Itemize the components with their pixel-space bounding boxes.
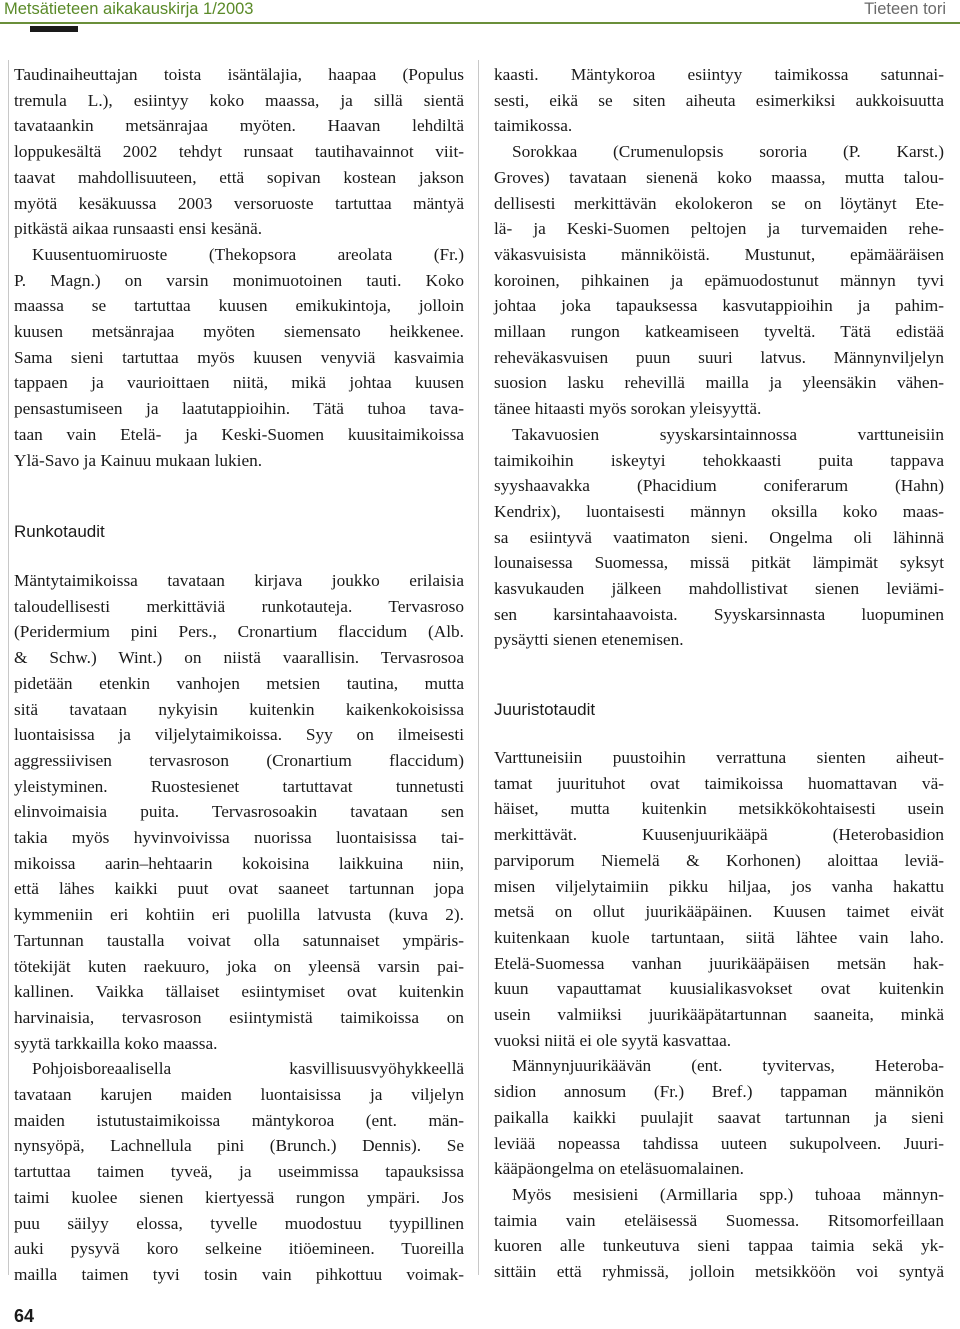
paragraph-line: taimikossa. (494, 116, 573, 136)
paragraph-line: pensastumiseen ja laatutappioihin. Tätä tuhoa tava- (14, 399, 464, 419)
paragraph-line: Ylä-Savo ja Kainuu mukaan lukien. (14, 450, 263, 470)
paragraph-line: usein valmiiksi juurikääpätartunnan saaneita, minkä (494, 1005, 944, 1025)
paragraph-line: Myös mesisieni (Armillaria spp.) tuhoaa männyn- (512, 1184, 944, 1204)
paragraph-line: tavataankin metsänrajaa myöten. Haavan lehdiltä (14, 116, 464, 136)
paragraph-line: aggressiivisen tervasroson (Cronartium flaccidum) (14, 750, 464, 770)
paragraph-line: Sama sieni tartuttaa myös kuusen venyviä kasvaimia (14, 347, 464, 367)
paragraph-line: harvinaisia, tervasroson esiintymistä taimikoissa on (14, 1007, 464, 1027)
paragraph-line: yleistyminen. Ruostesienet tartuttavat tunnetusti (14, 776, 464, 796)
paragraph-line: tremula L.), esiintyy koko maassa, ja sillä sientä (14, 90, 464, 110)
paragraph-line: auki pysyvä koro selkeine itiöemineen. Tuoreilla (14, 1239, 464, 1259)
paragraph-line: että lähes kaikki puut ovat saaneet tartunnan jopa (14, 879, 464, 899)
paragraph-line: kaasti. Mäntykoroa esiintyy taimikossa satunnai- (494, 65, 944, 84)
paragraph-line: sittäin että ryhmissä, jolloin metsikköön voi syntyä (494, 1262, 944, 1282)
paragraph-line: tappaen ja vaurioittaen niitä, mikä johtaa kuusen (14, 373, 464, 393)
paragraph-line: Mäntytaimikoissa tavataan kirjava joukko erilaisia (14, 571, 464, 590)
paragraph-line: pysäytti sienen etenemisen. (494, 630, 684, 650)
paragraph-line: parviporum Niemelä & Korhonen) aloittaa leviä- (494, 850, 944, 870)
journal-title: Metsätieteen aikakauskirja 1/2003 (4, 0, 254, 18)
paragraph-line: taan vain Etelä- ja Keski-Suomen kuusitaimikoissa (14, 424, 464, 444)
paragraph-line: häiset, mutta kuitenkin metsikkökohtaisesti usein (494, 799, 944, 819)
paragraph-line: Kendrix), luontaisesti männyn oksilla koko maas- (494, 501, 944, 521)
paragraph-line: dellisesti merkittävän ekolokeron se on löytänyt Ete- (494, 193, 944, 213)
paragraph-line: pidetään etenkin vanhojen metsien tautina, mutta (14, 673, 464, 693)
paragraph-line: lä- ja Keski-Suomen peltojen ja turvemaiden rehe- (494, 219, 944, 239)
paragraph-line: Varttuneisiin puustoihin verrattuna sienten aiheut- (494, 748, 944, 767)
paragraph-line: pitkästä aikaa runsaasti ensi kesänä. (14, 219, 263, 239)
paragraph-line: syytä tarkkailla koko maassa. (14, 1033, 218, 1053)
paragraph-line: puu säilyy elossa, tyvelle muodostuu tyypillinen (14, 1213, 464, 1233)
paragraph-line: myötä kesäkuussa 2003 versoruoste tartuttaa mäntyä (14, 193, 464, 213)
paragraph-line: kallinen. Vaikka tällaiset esiintymiset ovat kuitenkin (14, 982, 464, 1002)
paragraph-line: maiden istutustaimikoissa mäntykoroa (ent. män- (14, 1110, 464, 1130)
paragraph-line: Etelä-Suomessa vanhan juurikääpäisen metsän hak- (494, 953, 944, 973)
paragraph-line: luontaisissa ja viljelytaimikoissa. Syy on ilmeisesti (14, 725, 464, 745)
paragraph-line: Sorokkaa (Crumenulopsis sororia (P. Karst.) (512, 142, 944, 162)
left-column-bottom (14, 568, 464, 1288)
paragraph-line: tamat juurituhot ovat taimikoissa huomattavan vä- (494, 773, 944, 793)
paragraph-line: taimikoihin iskeytyi tehokkaasti puita tappava (494, 450, 944, 470)
paragraph-line: Taudinaiheuttajan toista isäntälajia, haapaa (Populus (14, 65, 464, 84)
paragraph-line: kasvukauden jälkeen mahdollistivat sienen leviämi- (494, 579, 944, 599)
paragraph-line: millaan rungon katkeamiseen tyveltä. Tätä edistää (494, 322, 944, 342)
paragraph-line: tavataan karujen maiden luontaisissa ja viljelyn (14, 1085, 464, 1105)
paragraph-line: syyshaavakka (Phacidium coniferarum (Hahn) (494, 476, 944, 496)
paragraph-line: (Peridermium pini Pers., Cronartium flaccidum (Alb. (14, 622, 464, 642)
paragraph-line: nynsyöpä, Lachnellula pini (Brunch.) Dennis). Se (14, 1136, 464, 1156)
paragraph-line: johtaa joka tapauksessa kasvutappioihin ja pahim- (494, 296, 944, 316)
page-number: 64 (14, 1306, 35, 1326)
paragraph-line: kymmeniin eri kohtiin eri puolilla latvusta (kuva 2). (14, 905, 464, 925)
paragraph-line: sa esiintyvä vaatimaton sieni. Ongelma oli lähinnä (494, 527, 944, 547)
paragraph-line: reheväkasvuisen puun suuri latvus. Männynviljelyn (494, 347, 944, 367)
paragraph-line: taimi kuolee sienen kiertyessä rungon ympäri. Jos (14, 1187, 464, 1207)
paragraph-line: tartuttaa taimen tyveä, ja useimmissa tapauksissa (14, 1162, 464, 1182)
paragraph-line: loppukesältä 2002 tehdyt runsaat tautihavainnot viit- (14, 142, 464, 162)
section-title: Tieteen tori (864, 0, 946, 18)
right-column-top (494, 62, 944, 653)
paragraph-line: kuitenkaan kuole tartuntaan, siitä lähtee vain laho. (494, 927, 944, 947)
paragraph-line: metsä on ollut juurikääpäinen. Kuusen taimet eivät (494, 902, 944, 922)
page-header (0, 0, 960, 24)
paragraph-line: Pohjoisboreaalisella kasvillisuusvyöhykkeellä (32, 1059, 464, 1079)
paragraph-line: sitä tavataan nykyisin kuitenkin kaikenkokoisissa (14, 699, 464, 719)
section-heading-juuristotaudit: Juuristotaudit (494, 700, 596, 719)
paragraph-line: suosion lasku rehevillä mailla ja yleensäkin vähen- (494, 373, 944, 393)
paragraph-line: mailla taimen tyvi tosin vain pihkottuu voimak- (14, 1264, 464, 1284)
paragraph-line: paikalla kaikki puulajit saavat tartunnan ja sieni (494, 1107, 944, 1127)
section-heading-runkotaudit: Runkotaudit (14, 522, 105, 541)
paragraph-line: taavat mahdollisuuteen, että sopivan kostean jakson (14, 167, 464, 187)
paragraph-line: elinvoimaisia puita. Tervasrosoakin tavataan sen (14, 802, 464, 822)
paragraph-line: taimia vain eteläisessä Suomessa. Ritsomorfeillaan (494, 1210, 944, 1230)
left-margin-rule (8, 60, 9, 1275)
left-column-top (14, 62, 464, 473)
paragraph-line: sesti, eikä se siten aiheuta esimerkiksi aukkoisuutta (494, 90, 944, 110)
right-column-bottom (494, 745, 944, 1285)
paragraph-line: kuusen metsänrajaa myöten siemensato heikkenee. (14, 322, 464, 342)
paragraph-line: leviää nopeassa tahdissa uuteen sukupolveen. Juuri- (494, 1133, 944, 1153)
paragraph-line: Tartunnan taustalla voivat olla satunnaiset ympäris- (14, 930, 464, 950)
paragraph-line: Groves) tavataan sienenä koko maassa, mutta talou- (494, 167, 944, 187)
paragraph-line: merkittävät. Kuusenjuurikääpä (Heterobasidion (494, 825, 944, 845)
header-marker-bar (30, 26, 78, 32)
paragraph-line: lounaisessa Suomessa, missä pitkät lämpimät syksyt (494, 553, 944, 573)
paragraph-line: kuoren alle tunkeutuva sieni tappaa taimia sekä yk- (494, 1236, 944, 1256)
paragraph-line: maassa se tartuttaa kuusen emikukintoja, jolloin (14, 296, 464, 316)
paragraph-line: koroinen, pihkainen ja epämuodostunut männyn tyvi (494, 270, 944, 290)
paragraph-line: tänee hitaasti myös sorokan yleisyyttä. (494, 399, 762, 419)
paragraph-line: taloudellisesti merkittäviä runkotauteja. Tervasroso (14, 596, 464, 616)
paragraph-line: Kuusentuomiruoste (Thekopsora areolata (Fr.) (32, 244, 464, 264)
paragraph-line: Männynjuurikäävän (ent. tyvitervas, Heteroba- (512, 1056, 944, 1076)
paragraph-line: takia myös hyvinvoivissa nuorissa luontaisissa tai- (14, 828, 464, 848)
paragraph-line: misen viljelytaimiin pikku hiljaa, jos vanha hakattu (494, 876, 944, 896)
paragraph-line: sidion annosum (Fr.) Bref.) tappaman männikön (494, 1082, 944, 1102)
paragraph-line: kääpäongelma on eteläsuomalainen. (494, 1159, 744, 1179)
paragraph-line: & Schw.) Wint.) on niistä vaarallisin. Tervasrosoa (14, 648, 464, 668)
paragraph-line: Takavuosien syyskarsintainnossa varttuneisiin (512, 424, 944, 444)
paragraph-line: kuun vapauttamat kuusialikasvokset ovat kuitenkin (494, 979, 944, 999)
paragraph-line: mikoissa aarin–hehtaarin kokoisina laikkuina niin, (14, 853, 464, 873)
paragraph-line: vuoksi niitä ei ole syytä kasvattaa. (494, 1030, 732, 1050)
column-divider-rule (478, 60, 479, 1275)
paragraph-line: P. Magn.) on varsin monimuotoinen tauti. Koko (14, 270, 464, 290)
paragraph-line: väkasvuisista männiköistä. Mustunut, epämääräisen (494, 244, 944, 264)
paragraph-line: tötekijät kuten raekuuro, joka on yleensä varsin pai- (14, 956, 464, 976)
paragraph-line: sen karsintahaavoista. Syyskarsinnasta luopuminen (494, 604, 944, 624)
